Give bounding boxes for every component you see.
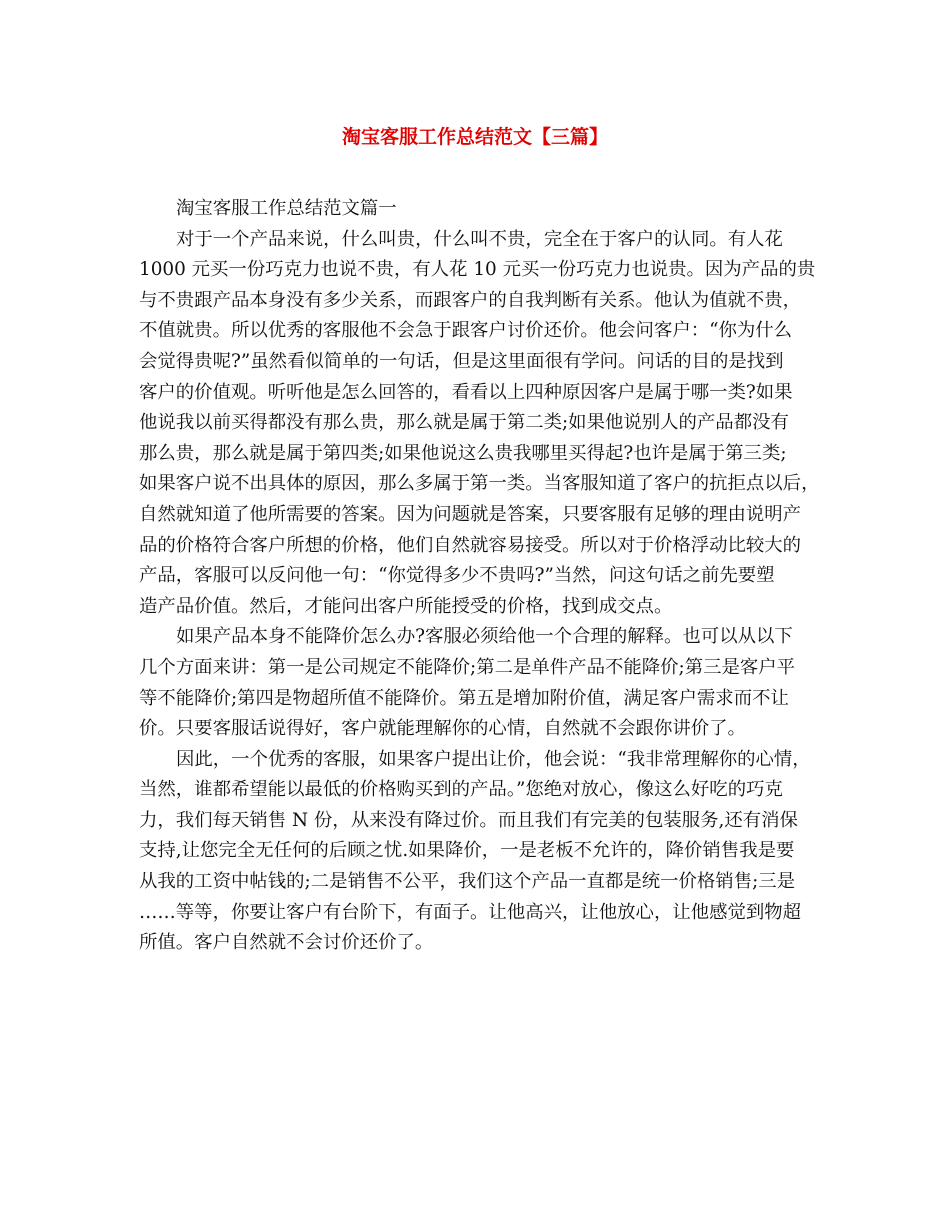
document-body (139, 194, 820, 959)
paragraph-line: 会觉得贵呢?”虽然看似简单的一句话，但是这里面很有学问。问话的目的是找到 (139, 350, 784, 372)
paragraph-line: 力，我们每天销售 N 份，从来没有降过价。而且我们有完美的包装服务,还有消保 (139, 809, 798, 831)
paragraph-line: 因此，一个优秀的客服，如果客户提出让价，他会说：“我非常理解你的心情， (176, 748, 811, 770)
paragraph-line: 他说我以前买得都没有那么贵，那么就是属于第二类;如果他说别人的产品都没有 (139, 412, 789, 434)
paragraph-line: 造产品价值。然后，才能问出客户所能授受的价格，找到成交点。 (139, 595, 673, 617)
paragraph-line: 从我的工资中帖钱的;二是销售不公平，我们这个产品一直都是统一价格销售;三是 (139, 871, 796, 893)
paragraph-line: 对于一个产品来说，什么叫贵，什么叫不贵，完全在于客户的认同。有人花 (176, 228, 783, 250)
paragraph-line: 与不贵跟产品本身没有多少关系，而跟客户的自我判断有关系。他认为值就不贵， (139, 289, 802, 311)
paragraph-line: 不值就贵。所以优秀的客服他不会急于跟客户讨价还价。他会问客户：“你为什么 (139, 320, 793, 342)
paragraph-line: 那么贵，那么就是属于第四类;如果他说这么贵我哪里买得起?也许是属于第三类; (139, 442, 787, 464)
paragraph-line: 如果产品本身不能降价怎么办?客服必须给他一个合理的解释。也可以从以下 (176, 626, 793, 648)
paragraph-line: ……等等，你要让客户有台阶下，有面子。让他高兴，让他放心，让他感觉到物超 (139, 901, 802, 923)
paragraph-line: 产品，客服可以反问他一句：“你觉得多少不贵吗?”当然，问这句话之前先要塑 (139, 565, 775, 587)
document-title: 淘宝客服工作总结范文【三篇】 (341, 126, 608, 148)
paragraph-line: 自然就知道了他所需要的答案。因为问题就是答案，只要客服有足够的理由说明产 (139, 503, 802, 525)
paragraph-line: 1000 元买一份巧克力也说不贵，有人花 10 元买一份巧克力也说贵。因为产品的贵 (139, 259, 816, 281)
paragraph-2 (139, 622, 811, 744)
paragraph-3 (139, 745, 811, 959)
paragraph-line: 所值。客户自然就不会讨价还价了。 (139, 932, 434, 954)
paragraph-1 (139, 225, 820, 623)
paragraph-line: 等不能降价;第四是物超所值不能降价。第五是增加附价值，满足客户需求而不让 (139, 687, 789, 709)
paragraph-line: 价。只要客服话说得好，客户就能理解你的心情，自然就不会跟你讲价了。 (139, 718, 746, 740)
paragraph-line: 品的价格符合客户所想的价格，他们自然就容易接受。所以对于价格浮动比较大的 (139, 534, 802, 556)
section-heading: 淘宝客服工作总结范文篇一 (176, 198, 397, 219)
paragraph-line: 几个方面来讲：第一是公司规定不能降价;第二是单件产品不能降价;第三是客户平 (139, 656, 796, 678)
paragraph-line: 当然，谁都希望能以最低的价格购买到的产品。”您绝对放心，像这么好吃的巧克 (139, 779, 783, 801)
paragraph-line: 客户的价值观。听听他是怎么回答的，看看以上四种原因客户是属于哪一类?如果 (139, 381, 793, 403)
paragraph-line: 支持,让您完全无任何的后顾之忧.如果降价，一是老板不允许的，降价销售我是要 (139, 840, 795, 862)
paragraph-line: 如果客户说不出具体的原因，那么多属于第一类。当客服知道了客户的抗拒点以后， (139, 473, 820, 495)
